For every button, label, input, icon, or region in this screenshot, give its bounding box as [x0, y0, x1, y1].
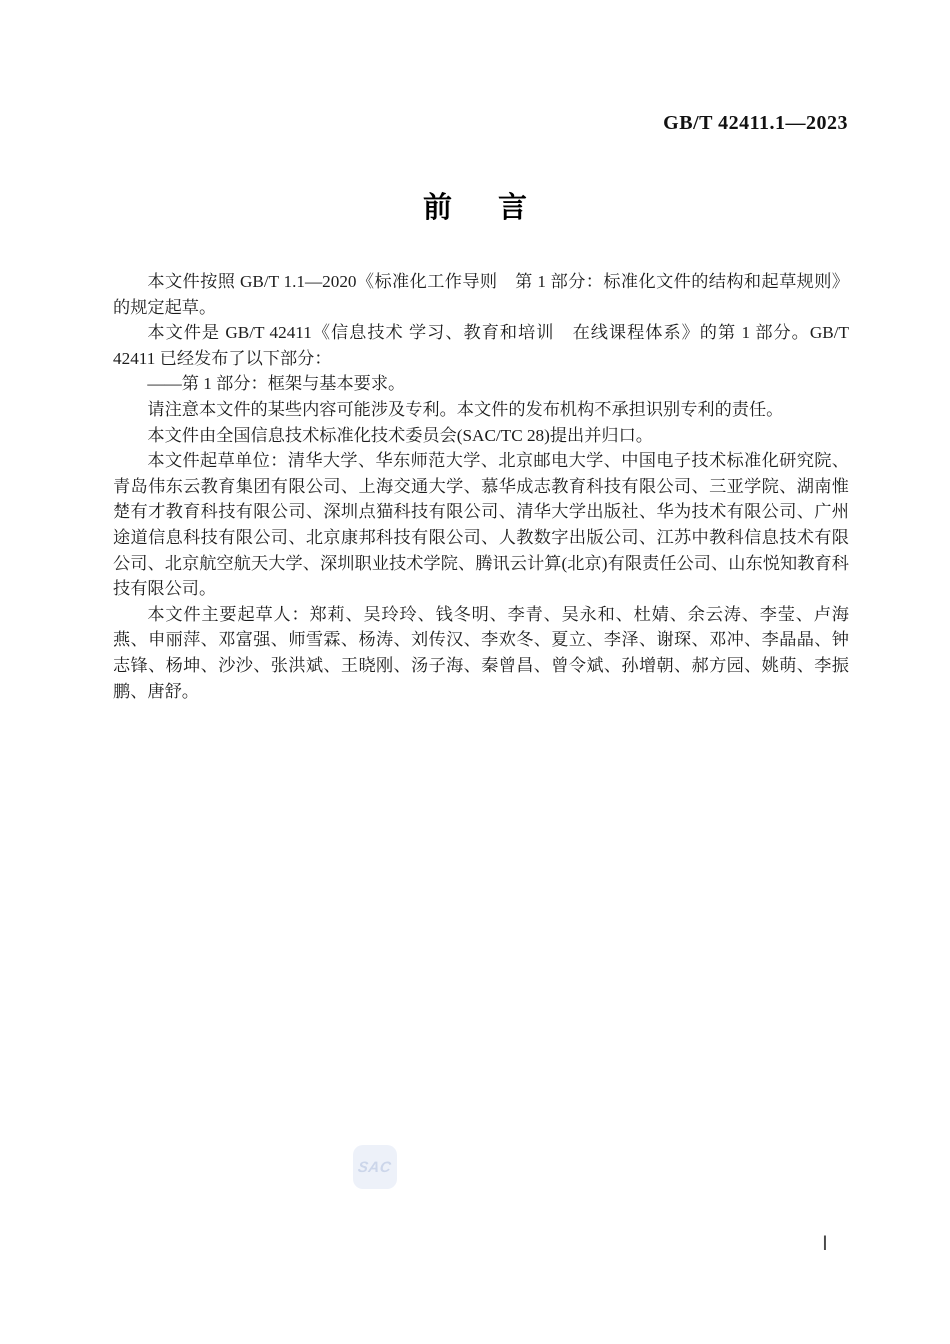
page-title	[0, 191, 950, 226]
foreword-body	[113, 269, 849, 704]
paragraph-drafting-rules: 本文件按照 GB/T 1.1—2020《标准化工作导则 第 1 部分：标准化文件的结构和起草规则》的规定起草。	[113, 272, 849, 317]
paragraph-series-intro: 本文件是 GB/T 42411《信息技术 学习、教育和培训 在线课程体系》的第 1 部分。GB/T 42411 已经发布了以下部分：	[113, 323, 849, 368]
title-char-first: 前	[422, 192, 452, 224]
page-number: Ⅰ	[822, 1233, 828, 1255]
sac-watermark-logo	[353, 1145, 397, 1189]
standard-code-header: GB/T 42411.1—2023	[663, 112, 848, 134]
paragraph-committee: 本文件由全国信息技术标准化技术委员会(SAC/TC 28)提出并归口。	[147, 425, 653, 445]
title-char-second: 言	[498, 192, 528, 224]
sac-logo-text: SAC	[357, 1158, 393, 1176]
paragraph-patent-notice: 请注意本文件的某些内容可能涉及专利。本文件的发布机构不承担识别专利的责任。	[147, 399, 784, 419]
paragraph-drafting-organizations: 本文件起草单位：清华大学、华东师范大学、北京邮电大学、中国电子技术标准化研究院、青岛伟东云教育集团有限公司、上海交通大学、慕华成志教育科技有限公司、三亚学院、湖南惟楚有才教育科技有限公司、深圳点猫科技有限公司、清华大学出版社、华为技术有限公司、广州途道信息科技有限公司、北京康邦科技有限公司、人教数字出版公司、江苏中教科信息技术有限公司、北京航空航天大学、深圳职业技术学院、腾讯云计算(北京)有限责任公司、山东悦知教育科技有限公司。	[113, 451, 849, 599]
paragraph-part-list-item: ——第 1 部分：框架与基本要求。	[147, 374, 406, 394]
paragraph-main-drafters: 本文件主要起草人：郑莉、吴玲玲、钱冬明、李青、吴永和、杜婧、余云涛、李莹、卢海燕、申丽萍、邓富强、师雪霖、杨涛、刘传汉、李欢冬、夏立、李泽、谢琛、邓冲、李晶晶、钟志锋、杨坤、沙沙、张洪斌、王晓刚、汤子海、秦曾昌、曾令斌、孙增朝、郝方园、姚萌、李振鹏、唐舒。	[113, 604, 849, 701]
